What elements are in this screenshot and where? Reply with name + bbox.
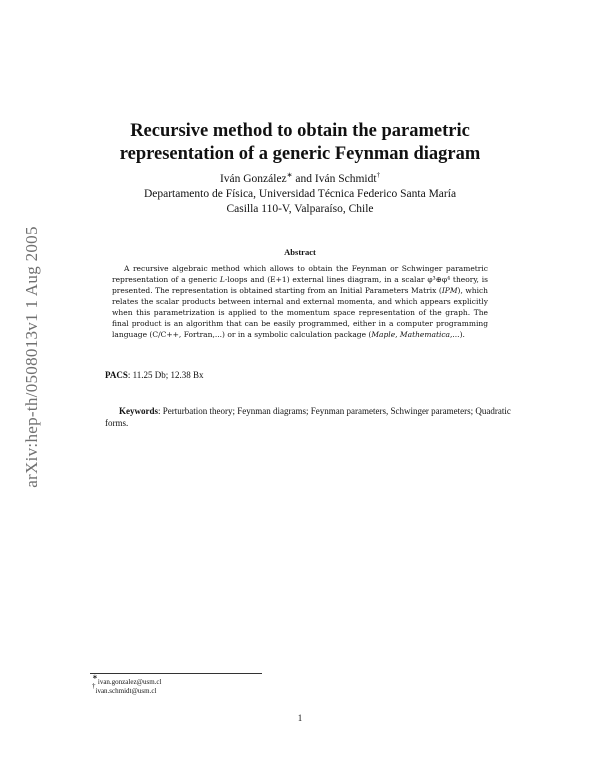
pacs-label: PACS <box>105 370 128 380</box>
footnote-1: ∗ivan.gonzalez@usm.cl <box>92 673 162 686</box>
title-line-2: representation of a generic Feynman diagram <box>119 144 481 164</box>
authors-conjunction: and <box>292 173 315 185</box>
abstract-text: A recursive algebraic method which allows to obtain the Feynman or Schwinger parametric representation of a generic L-loops and (E+1) external lines diagram, in a scalar φ³⊕φ⁴ theory, is presented. The representation is obtained starting from an Initial Parameters Matrix (IPM), which relates the scalar products between internal and external momenta, and which appears explicitly when this parametrization is applied to the momentum space representation of the graph. The final product is an algorithm that can be easily programmed, either in a computer programming language (C/C++, Fortran,...) or in a symbolic calculation package (Maple, Mathematica,...). <box>112 264 489 339</box>
footnote-2: †ivan.schmidt@usm.cl <box>92 682 157 695</box>
keywords-line <box>105 405 525 429</box>
pacs-value: : 11.25 Db; 12.38 Bx <box>127 370 204 380</box>
footnote-1-email[interactable]: ivan.gonzalez@usm.cl <box>97 678 162 686</box>
authors <box>80 172 520 187</box>
keywords-label: Keywords <box>119 406 158 416</box>
footnote-2-email[interactable]: ivan.schmidt@usm.cl <box>95 687 157 695</box>
affiliation: Departamento de Física, Universidad Técnica Federico Santa María <box>143 188 457 200</box>
arxiv-identifier-stamp: arXiv:hep-th/0508013v1 1 Aug 2005 <box>22 226 41 488</box>
author-2-footnote-mark: † <box>376 171 381 179</box>
keywords-value: : Perturbation theory; Feynman diagrams; Feynman parameters, Schwinger parameters; Quadratic forms. <box>105 406 511 428</box>
author-1: Iván González <box>219 173 287 185</box>
abstract-heading: Abstract <box>284 247 316 257</box>
paper-title <box>90 120 510 166</box>
pacs-line <box>105 370 204 380</box>
address: Casilla 110-V, Valparaíso, Chile <box>226 203 374 215</box>
author-1-footnote-mark: ∗ <box>286 171 293 179</box>
footnote-rule <box>90 673 262 674</box>
page-number: 1 <box>297 713 303 723</box>
author-2: Iván Schmidt <box>314 173 377 185</box>
title-line-1: Recursive method to obtain the parametric <box>130 121 470 141</box>
